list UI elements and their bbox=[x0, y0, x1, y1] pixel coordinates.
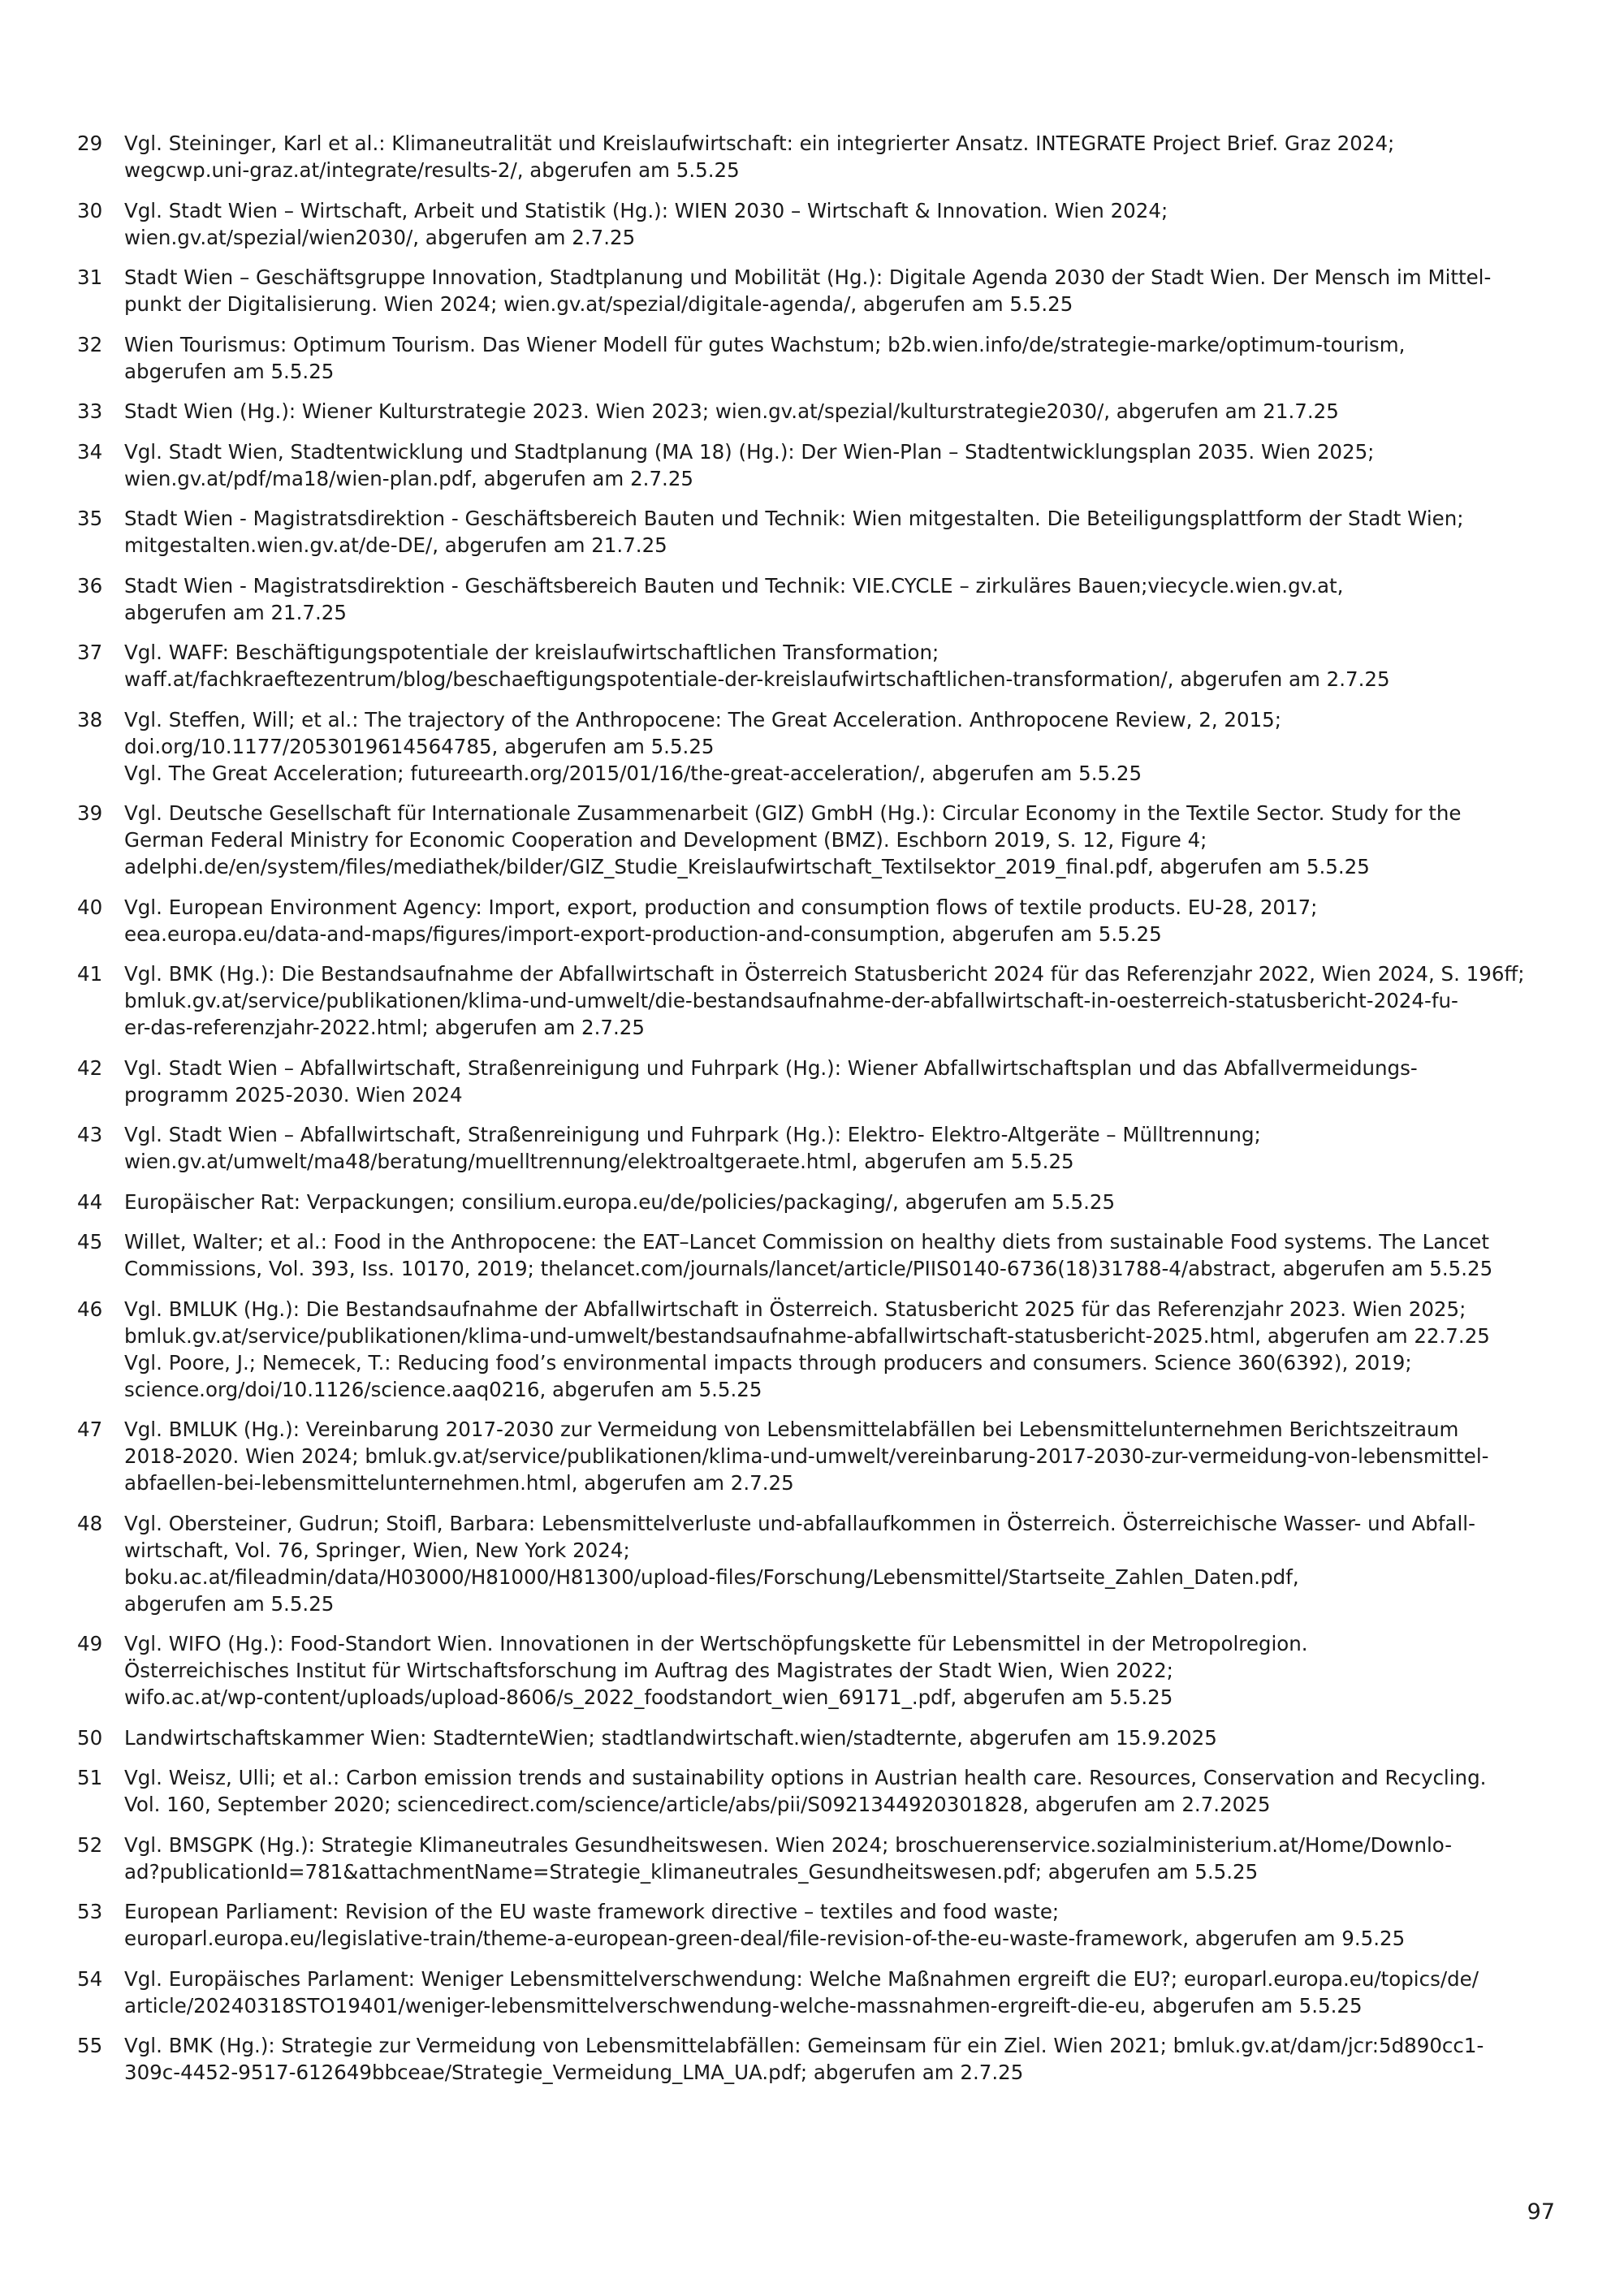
page-number: 97 bbox=[1527, 2199, 1555, 2225]
reference-list bbox=[77, 130, 1571, 2100]
reference-item bbox=[77, 438, 1571, 492]
reference-line: 2018-2020. Wien 2024; bmluk.gv.at/service/publikationen/klima-und-umwelt/vereinbarung-2017-2030-zur-vermeidung-von-lebensmittel- bbox=[124, 1444, 1489, 1468]
reference-line: Willet, Walter; et al.: Food in the Anthropocene: the EAT–Lancet Commission on healthy diets from sustainable Food systems. The Lancet bbox=[124, 1230, 1489, 1254]
reference-number: 49 bbox=[77, 1632, 103, 1655]
reference-item bbox=[77, 1898, 1571, 1952]
reference-text bbox=[124, 1296, 1571, 1403]
reference-line: Landwirtschaftskammer Wien: StadternteWien; stadtlandwirtschaft.wien/stadternte, abgerufen am 15.9.2025 bbox=[124, 1725, 1217, 1750]
reference-number: 46 bbox=[77, 1297, 103, 1321]
reference-number: 36 bbox=[77, 573, 103, 598]
reference-number: 54 bbox=[77, 1966, 103, 1991]
reference-item bbox=[77, 1510, 1571, 1617]
reference-item bbox=[77, 130, 1571, 183]
reference-line: programm 2025-2030. Wien 2024 bbox=[124, 1082, 463, 1107]
reference-line: abgerufen am 21.7.25 bbox=[124, 600, 347, 624]
reference-line: er-das-referenzjahr-2022.html; abgerufen am 2.7.25 bbox=[124, 1016, 645, 1039]
reference-item bbox=[77, 1055, 1571, 1108]
reference-line: europarl.europa.eu/legislative-train/theme-a-european-green-deal/file-revision-of-the-eu-waste-framework, abgerufen am 9.5.25 bbox=[124, 1927, 1406, 1950]
reference-text bbox=[124, 1228, 1571, 1282]
reference-text bbox=[124, 1121, 1571, 1175]
reference-item bbox=[77, 331, 1571, 385]
reference-line: abgerufen am 5.5.25 bbox=[124, 359, 335, 383]
reference-line: waff.at/fachkraeftezentrum/blog/beschaeftigungspotentiale-der-kreislaufwirtschaftlichen-transformation/, abgerufen am 2.7.25 bbox=[124, 667, 1390, 691]
reference-number: 37 bbox=[77, 641, 103, 664]
reference-line: Vgl. BMLUK (Hg.): Vereinbarung 2017-2030 zur Vermeidung von Lebensmittelabfällen bei Lebensmittelunternehmen Berichtszeitraum bbox=[124, 1418, 1459, 1441]
reference-line: Vgl. Stadt Wien – Abfallwirtschaft, Straßenreinigung und Fuhrpark (Hg.): Elektro- Elektro-Altgeräte – Mülltrennung; bbox=[124, 1123, 1261, 1146]
reference-line: European Parliament: Revision of the EU waste framework directive – textiles and food waste; bbox=[124, 1900, 1060, 1923]
reference-line: article/20240318STO19401/weniger-lebensmittelverschwendung-welche-massnahmen-ergreift-die-eu, abgerufen am 5.5.25 bbox=[124, 1993, 1363, 2018]
reference-number: 51 bbox=[77, 1766, 103, 1789]
reference-line: Vgl. Obersteiner, Gudrun; Stoifl, Barbara: Lebensmittelverluste und-abfallaufkommen in Österreich. Österreichische Wasser- und Abfall- bbox=[124, 1511, 1475, 1535]
reference-item bbox=[77, 706, 1571, 787]
reference-line: wien.gv.at/umwelt/ma48/beratung/muelltrennung/elektroaltgeraete.html, abgerufen am 5.5.25 bbox=[124, 1150, 1074, 1173]
reference-line: bmluk.gv.at/service/publikationen/klima-und-umwelt/die-bestandsaufnahme-der-abfallwirtschaft-in-oesterreich-statusbericht-2024-fu- bbox=[124, 989, 1458, 1012]
reference-item bbox=[77, 2032, 1571, 2086]
reference-line: Vgl. Europäisches Parlament: Weniger Lebensmittelverschwendung: Welche Maßnahmen ergreift die EU?; europarl.europa.eu/topics/de/ bbox=[124, 1966, 1479, 1991]
reference-text bbox=[124, 1832, 1571, 1885]
reference-number: 34 bbox=[77, 439, 103, 464]
reference-item bbox=[77, 1630, 1571, 1711]
reference-line: abgerufen am 5.5.25 bbox=[124, 1591, 335, 1616]
reference-item bbox=[77, 1189, 1571, 1215]
reference-line: Vgl. Deutsche Gesellschaft für Internationale Zusammenarbeit (GIZ) GmbH (Hg.): Circular Economy in the Textile Sector. Study for the bbox=[124, 801, 1462, 825]
reference-line: Stadt Wien – Geschäftsgruppe Innovation, Stadtplanung und Mobilität (Hg.): Digitale Agenda 2030 der Stadt Wien. Der Mensch im Mittel- bbox=[124, 265, 1492, 289]
reference-number: 33 bbox=[77, 399, 103, 423]
reference-line: Vgl. Steininger, Karl et al.: Klimaneutralität und Kreislaufwirtschaft: ein integrierter Ansatz. INTEGRATE Project Brief. Graz 2024; bbox=[124, 132, 1395, 155]
reference-item bbox=[77, 572, 1571, 626]
reference-line: wegcwp.uni-graz.at/integrate/results-2/, abgerufen am 5.5.25 bbox=[124, 158, 740, 182]
reference-text bbox=[124, 331, 1571, 385]
reference-number: 48 bbox=[77, 1511, 103, 1535]
reference-line: wifo.ac.at/wp-content/uploads/upload-8606/s_2022_foodstandort_wien_69171_.pdf, abgerufen am 5.5.25 bbox=[124, 1685, 1173, 1709]
reference-text bbox=[124, 264, 1571, 317]
reference-item bbox=[77, 960, 1571, 1041]
reference-text bbox=[124, 706, 1571, 787]
reference-item bbox=[77, 1724, 1571, 1751]
reference-item bbox=[77, 1832, 1571, 1885]
reference-number: 40 bbox=[77, 895, 103, 919]
reference-item bbox=[77, 197, 1571, 251]
reference-line: adelphi.de/en/system/files/mediathek/bilder/GIZ_Studie_Kreislaufwirtschaft_Textilsektor_2019_final.pdf, abgerufen am 5.5.25 bbox=[124, 855, 1370, 878]
reference-text bbox=[124, 1764, 1571, 1818]
reference-line: Vgl. Weisz, Ulli; et al.: Carbon emission trends and sustainability options in Austrian health care. Resources, Conservation and Recycling. bbox=[124, 1766, 1487, 1789]
reference-item bbox=[77, 1296, 1571, 1403]
reference-number: 31 bbox=[77, 265, 103, 289]
reference-line: wirtschaft, Vol. 76, Springer, Wien, New York 2024; bbox=[124, 1538, 630, 1562]
reference-line: ad?publicationId=781&attachmentName=Strategie_klimaneutrales_Gesundheitswesen.pdf; abgerufen am 5.5.25 bbox=[124, 1859, 1259, 1884]
reference-text bbox=[124, 398, 1571, 425]
reference-item bbox=[77, 800, 1571, 880]
reference-line: science.org/doi/10.1126/science.aaq0216, abgerufen am 5.5.25 bbox=[124, 1377, 762, 1401]
reference-number: 53 bbox=[77, 1900, 103, 1923]
reference-number: 45 bbox=[77, 1230, 103, 1254]
reference-line: Vgl. Stadt Wien – Abfallwirtschaft, Straßenreinigung und Fuhrpark (Hg.): Wiener Abfallwirtschaftsplan und das Abfallvermeidungs- bbox=[124, 1055, 1418, 1080]
reference-line: punkt der Digitalisierung. Wien 2024; wien.gv.at/spezial/digitale-agenda/, abgerufen am 5.5.25 bbox=[124, 292, 1073, 316]
reference-text bbox=[124, 960, 1571, 1041]
reference-line: Wien Tourismus: Optimum Tourism. Das Wiener Modell für gutes Wachstum; b2b.wien.info/de/strategie-marke/optimum-tourism, bbox=[124, 332, 1406, 356]
reference-line: abfaellen-bei-lebensmittelunternehmen.html, abgerufen am 2.7.25 bbox=[124, 1471, 794, 1495]
reference-line: Europäischer Rat: Verpackungen; consilium.europa.eu/de/policies/packaging/, abgerufen am 5.5.25 bbox=[124, 1189, 1116, 1214]
reference-line: Vgl. Stadt Wien, Stadtentwicklung und Stadtplanung (MA 18) (Hg.): Der Wien-Plan – Stadtentwicklungsplan 2035. Wien 2025; bbox=[124, 439, 1375, 464]
reference-line: Vgl. Stadt Wien – Wirtschaft, Arbeit und Statistik (Hg.): WIEN 2030 – Wirtschaft & Innovation. Wien 2024; bbox=[124, 198, 1168, 222]
reference-number: 55 bbox=[77, 2034, 103, 2057]
reference-item bbox=[77, 894, 1571, 947]
reference-line: Vgl. BMK (Hg.): Strategie zur Vermeidung von Lebensmittelabfällen: Gemeinsam für ein Ziel. Wien 2021; bmluk.gv.at/dam/jcr:5d890cc1- bbox=[124, 2034, 1484, 2057]
reference-number: 30 bbox=[77, 198, 103, 222]
reference-number: 39 bbox=[77, 801, 103, 825]
reference-text bbox=[124, 1630, 1571, 1711]
reference-text bbox=[124, 894, 1571, 947]
reference-text bbox=[124, 1898, 1571, 1952]
reference-text bbox=[124, 197, 1571, 251]
reference-item bbox=[77, 398, 1571, 425]
reference-line: boku.ac.at/fileadmin/data/H03000/H81000/H81300/upload-files/Forschung/Lebensmittel/Startseite_Zahlen_Daten.pdf, bbox=[124, 1564, 1299, 1589]
reference-number: 47 bbox=[77, 1418, 103, 1441]
reference-line: Vgl. European Environment Agency: Import, export, production and consumption flows of textile products. EU-28, 2017; bbox=[124, 895, 1318, 919]
reference-number: 41 bbox=[77, 962, 103, 986]
reference-line: 309c-4452-9517-612649bbceae/Strategie_Vermeidung_LMA_UA.pdf; abgerufen am 2.7.25 bbox=[124, 2061, 1024, 2084]
reference-line: Vgl. The Great Acceleration; futureearth.org/2015/01/16/the-great-acceleration/, abgerufen am 5.5.25 bbox=[124, 761, 1142, 785]
reference-number: 35 bbox=[77, 507, 103, 530]
reference-number: 29 bbox=[77, 132, 103, 155]
reference-number: 52 bbox=[77, 1832, 103, 1857]
reference-text bbox=[124, 1724, 1571, 1751]
reference-number: 42 bbox=[77, 1055, 103, 1080]
reference-line: Vgl. Poore, J.; Nemecek, T.: Reducing food’s environmental impacts through producers and consumers. Science 360(6392), 2019; bbox=[124, 1350, 1412, 1375]
reference-item bbox=[77, 1966, 1571, 2019]
reference-number: 43 bbox=[77, 1123, 103, 1146]
reference-line: Vol. 160, September 2020; sciencedirect.com/science/article/abs/pii/S0921344920301828, abgerufen am 2.7.2025 bbox=[124, 1793, 1271, 1816]
reference-line: wien.gv.at/spezial/wien2030/, abgerufen am 2.7.25 bbox=[124, 225, 636, 249]
reference-text bbox=[124, 1055, 1571, 1108]
reference-text bbox=[124, 1510, 1571, 1617]
reference-line: Commissions, Vol. 393, Iss. 10170, 2019; thelancet.com/journals/lancet/article/PIIS0140-6736(18)31788-4/abstract, abgerufen am 5.5.25 bbox=[124, 1257, 1493, 1280]
reference-number: 44 bbox=[77, 1189, 103, 1214]
reference-text bbox=[124, 1189, 1571, 1215]
reference-number: 50 bbox=[77, 1725, 103, 1750]
reference-line: German Federal Ministry for Economic Cooperation and Development (BMZ). Eschborn 2019, S. 12, Figure 4; bbox=[124, 828, 1207, 852]
reference-text bbox=[124, 1966, 1571, 2019]
reference-item bbox=[77, 639, 1571, 693]
reference-item bbox=[77, 264, 1571, 317]
reference-text bbox=[124, 1416, 1571, 1496]
reference-item bbox=[77, 1121, 1571, 1175]
reference-line: doi.org/10.1177/2053019614564785, abgerufen am 5.5.25 bbox=[124, 734, 715, 758]
reference-line: Vgl. BMK (Hg.): Die Bestandsaufnahme der Abfallwirtschaft in Österreich Statusbericht 2024 für das Referenzjahr 2022, Wien 2024, S. 196ff; bbox=[124, 962, 1525, 986]
reference-line: Stadt Wien - Magistratsdirektion - Geschäftsbereich Bauten und Technik: Wien mitgestalten. Die Beteiligungsplattform der Stadt Wien; bbox=[124, 507, 1464, 530]
reference-line: Vgl. Steffen, Will; et al.: The trajectory of the Anthropocene: The Great Acceleration. Anthropocene Review, 2, 2015; bbox=[124, 707, 1282, 732]
reference-text bbox=[124, 438, 1571, 492]
reference-text bbox=[124, 505, 1571, 559]
reference-line: Vgl. BMLUK (Hg.): Die Bestandsaufnahme der Abfallwirtschaft in Österreich. Statusbericht 2025 für das Referenzjahr 2023. Wien 2025; bbox=[124, 1297, 1466, 1321]
reference-item bbox=[77, 1416, 1571, 1496]
reference-line: eea.europa.eu/data-and-maps/figures/import-export-production-and-consumption, abgerufen am 5.5.25 bbox=[124, 921, 1162, 946]
reference-line: mitgestalten.wien.gv.at/de-DE/, abgerufen am 21.7.25 bbox=[124, 533, 667, 557]
reference-line: Vgl. WAFF: Beschäftigungspotentiale der kreislaufwirtschaftlichen Transformation; bbox=[124, 641, 939, 664]
reference-text bbox=[124, 2032, 1571, 2086]
reference-line: bmluk.gv.at/service/publikationen/klima-und-umwelt/bestandsaufnahme-abfallwirtschaft-statusbericht-2025.html, abgerufen am 22.7.25 bbox=[124, 1323, 1490, 1348]
reference-line: Stadt Wien - Magistratsdirektion - Geschäftsbereich Bauten und Technik: VIE.CYCLE – zirkuläres Bauen;viecycle.wien.gv.at, bbox=[124, 573, 1344, 598]
reference-number: 32 bbox=[77, 332, 103, 356]
reference-item bbox=[77, 1764, 1571, 1818]
reference-line: Österreichisches Institut für Wirtschaftsforschung im Auftrag des Magistrates der Stadt Wien, Wien 2022; bbox=[124, 1659, 1173, 1682]
reference-text bbox=[124, 130, 1571, 183]
reference-text bbox=[124, 639, 1571, 693]
reference-line: Vgl. BMSGPK (Hg.): Strategie Klimaneutrales Gesundheitswesen. Wien 2024; broschuerenservice.sozialministerium.at/Home/Downlo- bbox=[124, 1832, 1453, 1857]
reference-item bbox=[77, 505, 1571, 559]
reference-text bbox=[124, 572, 1571, 626]
reference-line: wien.gv.at/pdf/ma18/wien-plan.pdf, abgerufen am 2.7.25 bbox=[124, 466, 694, 490]
reference-line: Stadt Wien (Hg.): Wiener Kulturstrategie 2023. Wien 2023; wien.gv.at/spezial/kulturstrategie2030/, abgerufen am 21.7.25 bbox=[124, 399, 1339, 423]
reference-item bbox=[77, 1228, 1571, 1282]
reference-text bbox=[124, 800, 1571, 880]
reference-line: Vgl. WIFO (Hg.): Food-Standort Wien. Innovationen in der Wertschöpfungskette für Lebensmittel in der Metropolregion. bbox=[124, 1632, 1308, 1655]
reference-number: 38 bbox=[77, 707, 103, 732]
